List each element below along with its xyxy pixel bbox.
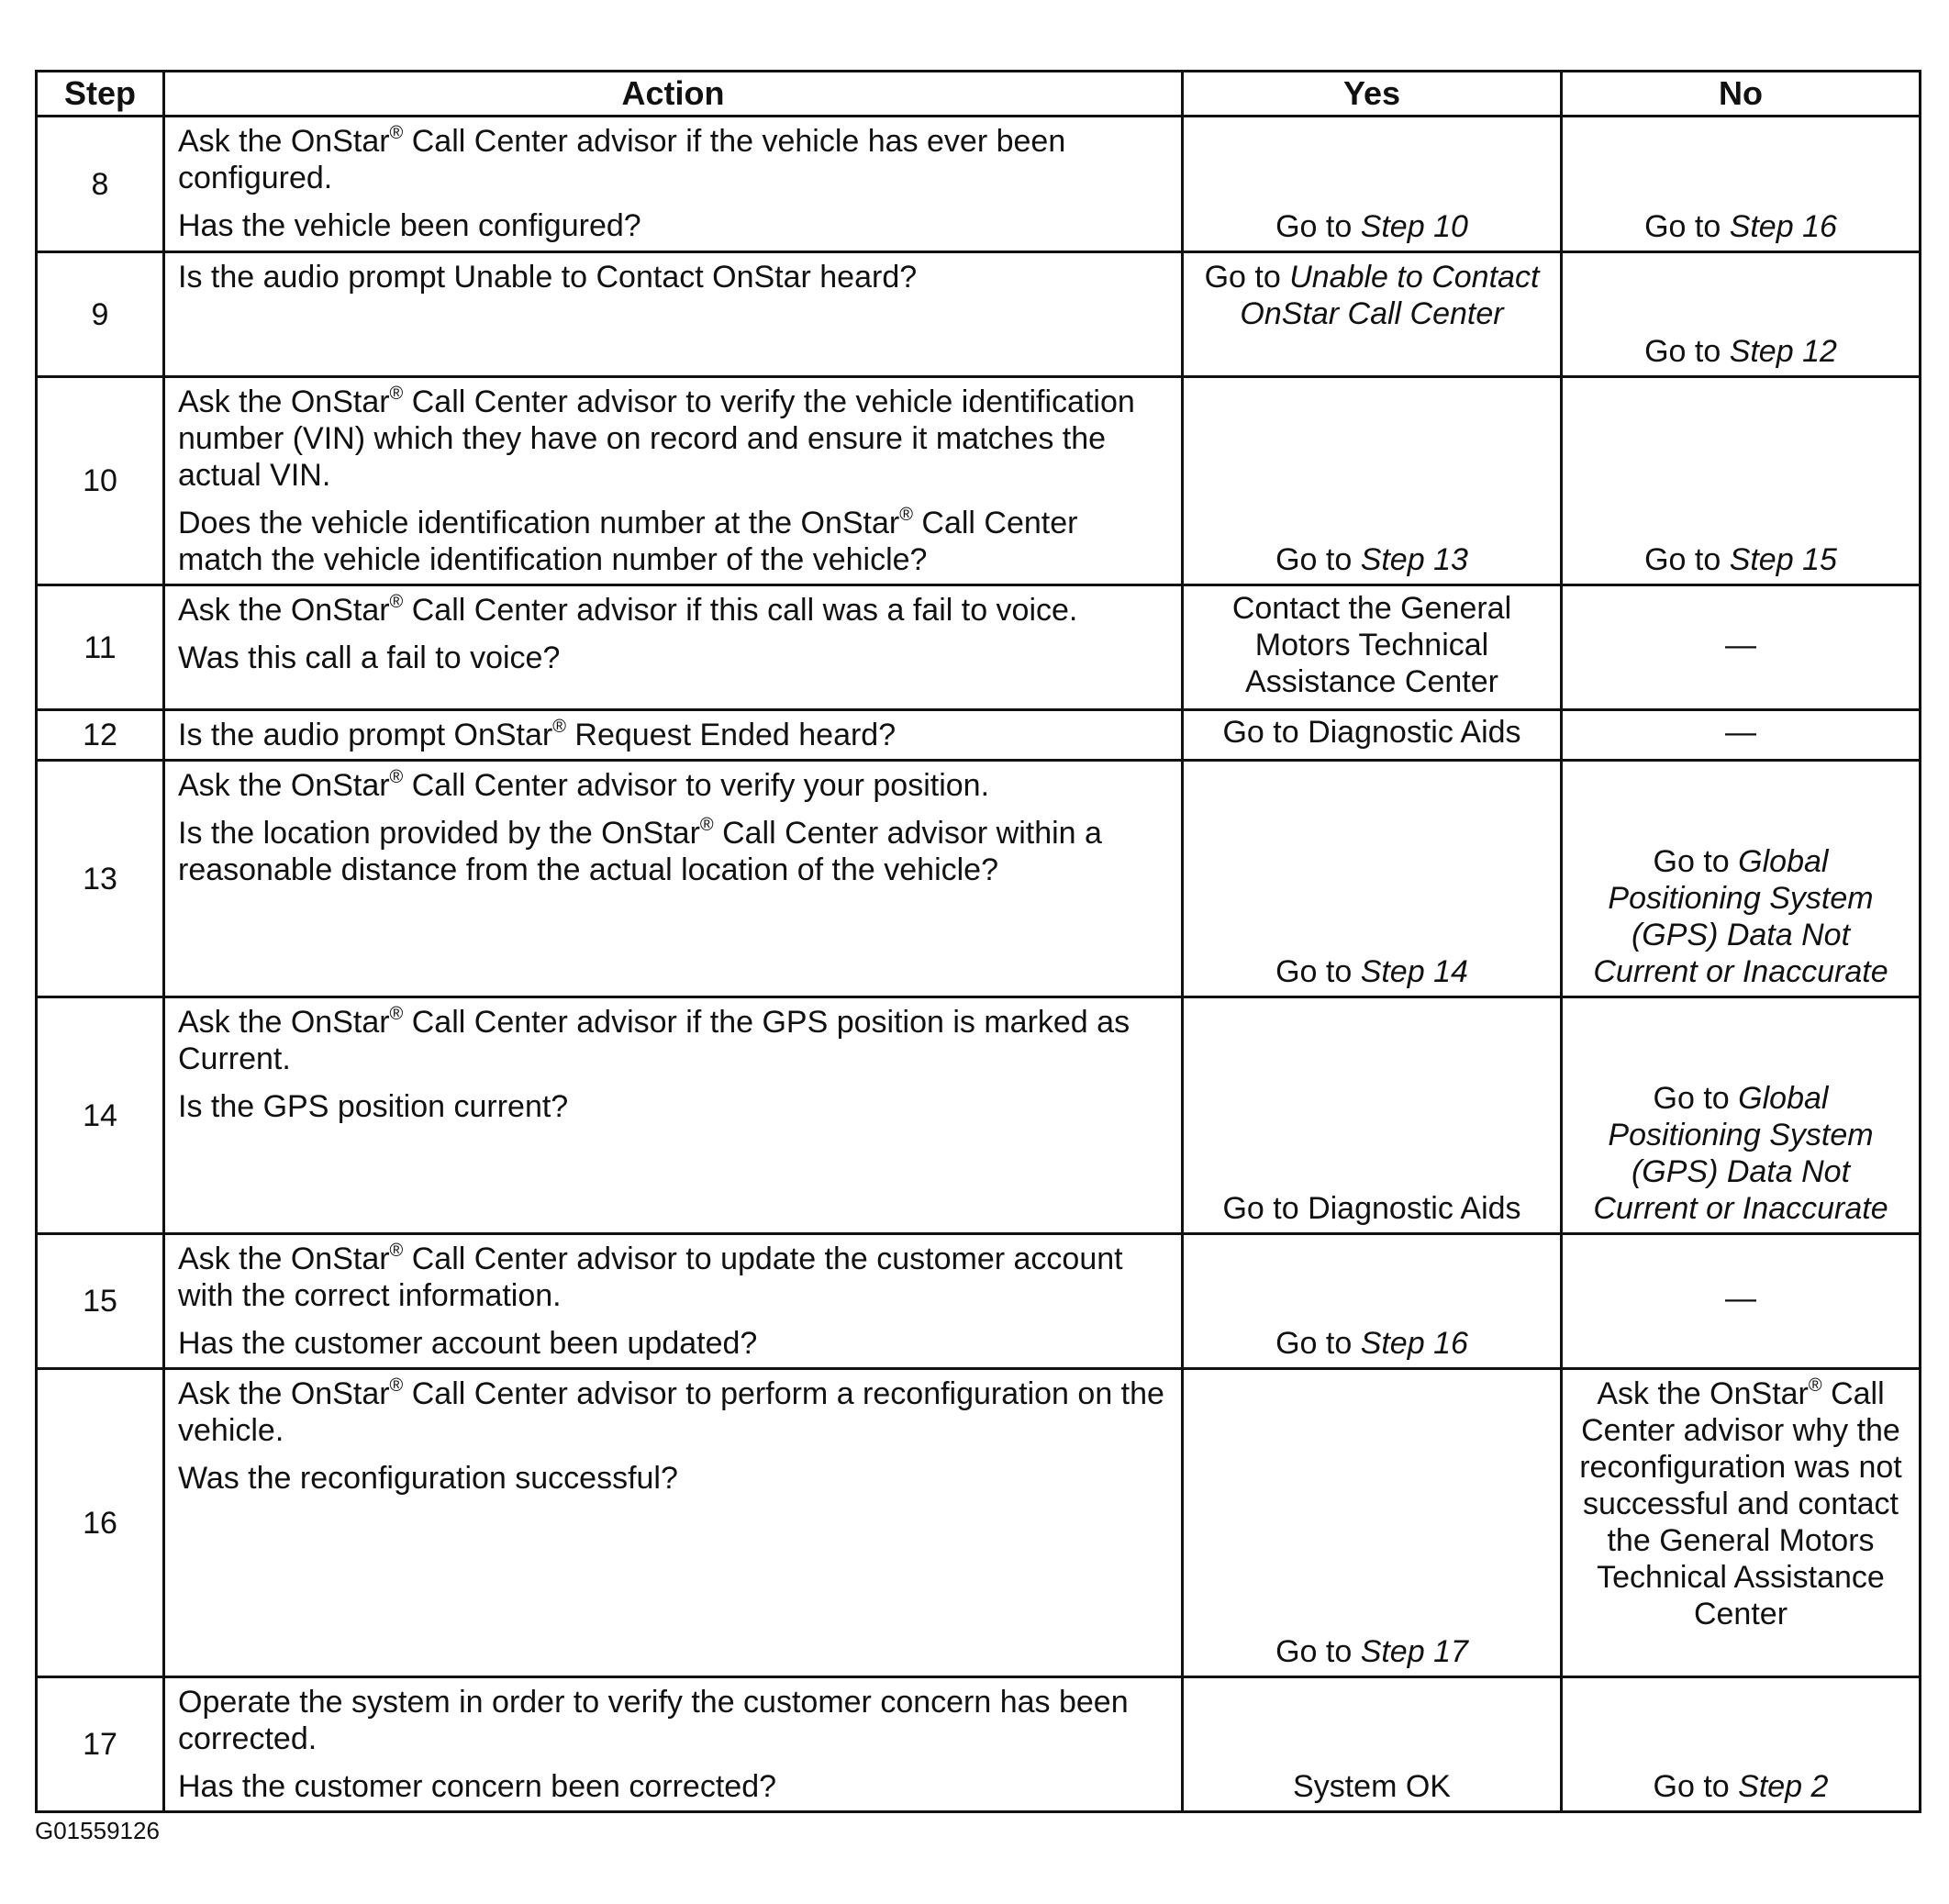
action-text: Call Center advisor if this call was a fail to voice.	[403, 593, 1078, 628]
no-step-reference: Global Positioning System (GPS) Data Not Current or Inaccurate	[1593, 1081, 1888, 1226]
no-text: Call Center advisor why the reconfiguration was not successful and contact the General Motors Technical Assistance Center	[1579, 1376, 1902, 1631]
header-row	[37, 72, 1921, 117]
yes-result	[1183, 252, 1562, 377]
yes-prefix: Go to	[1204, 260, 1290, 295]
action-paragraph	[178, 259, 1168, 295]
step-number: 14	[37, 997, 164, 1234]
no-prefix: Go to	[1653, 844, 1739, 879]
no-text: —	[1725, 1281, 1756, 1316]
yes-result	[1183, 585, 1562, 710]
yes-step-reference: Unable to Contact OnStar Call Center	[1240, 260, 1540, 331]
yes-prefix: Go to	[1275, 1326, 1361, 1361]
no-step-reference: Step 16	[1729, 209, 1837, 244]
no-prefix: Go to	[1644, 209, 1730, 244]
figure-id: G01559126	[35, 1817, 160, 1844]
yes-result	[1183, 761, 1562, 997]
action-text: Has the customer concern been corrected?	[178, 1769, 777, 1804]
step-number: 13	[37, 761, 164, 997]
action-paragraph	[178, 815, 1168, 888]
registered-mark: ®	[699, 815, 714, 835]
yes-text: System OK	[1293, 1769, 1451, 1804]
registered-mark: ®	[899, 505, 913, 525]
yes-text: Contact the General Motors Technical Assistance Center	[1231, 590, 1512, 699]
table-row	[37, 377, 1921, 585]
registered-mark: ®	[389, 767, 404, 787]
action-cell	[164, 761, 1183, 997]
table-row	[37, 252, 1921, 377]
yes-step-reference: Step 16	[1360, 1326, 1468, 1361]
header-step: Step	[37, 72, 164, 117]
action-text: Ask the OnStar	[178, 593, 390, 628]
action-paragraph	[178, 640, 1168, 676]
action-cell	[164, 1677, 1183, 1812]
action-text: Request Ended heard?	[565, 718, 897, 752]
header-no: No	[1562, 72, 1921, 117]
action-paragraph	[178, 207, 1168, 244]
table-row	[37, 585, 1921, 710]
action-cell	[164, 1234, 1183, 1369]
no-result	[1562, 997, 1921, 1234]
diagnostic-table	[35, 70, 1921, 1813]
action-text: Operate the system in order to verify the customer concern has been corrected.	[178, 1685, 1129, 1756]
yes-result	[1183, 1234, 1562, 1369]
yes-prefix: Go to	[1275, 1634, 1361, 1669]
action-paragraph	[178, 1325, 1168, 1362]
table-row	[37, 1369, 1921, 1677]
yes-prefix: Go to	[1275, 954, 1361, 989]
action-text: Does the vehicle identification number at the OnStar	[178, 506, 900, 540]
no-text: Ask the OnStar	[1597, 1376, 1809, 1411]
step-number: 16	[37, 1369, 164, 1677]
header-action: Action	[164, 72, 1183, 117]
action-text: Call Center match the vehicle identification number of the vehicle?	[178, 506, 1078, 577]
action-paragraph	[178, 123, 1168, 196]
no-result	[1562, 117, 1921, 252]
action-cell	[164, 710, 1183, 761]
registered-mark: ®	[389, 1241, 404, 1261]
registered-mark: ®	[389, 1004, 404, 1024]
action-paragraph	[178, 592, 1168, 629]
step-number: 11	[37, 585, 164, 710]
step-number: 15	[37, 1234, 164, 1369]
yes-result	[1183, 1677, 1562, 1812]
yes-prefix: Go to	[1275, 542, 1361, 577]
step-number: 10	[37, 377, 164, 585]
action-text: Call Center advisor to verify the vehicle identification number (VIN) which they have on record and ensure it matches the actual VIN.	[178, 384, 1135, 493]
action-paragraph	[178, 1375, 1168, 1449]
action-cell	[164, 997, 1183, 1234]
registered-mark: ®	[389, 1375, 404, 1396]
action-paragraph	[178, 1768, 1168, 1805]
action-paragraph	[178, 1460, 1168, 1497]
table-row	[37, 1677, 1921, 1812]
yes-step-reference: Step 10	[1360, 209, 1468, 244]
no-step-reference: Step 12	[1729, 334, 1837, 369]
action-paragraph	[178, 1241, 1168, 1314]
action-text: Call Center advisor if the vehicle has ever been configured.	[178, 124, 1066, 195]
yes-result	[1183, 710, 1562, 761]
action-text: Call Center advisor to verify your position.	[403, 768, 990, 803]
action-paragraph	[178, 1684, 1168, 1757]
action-text: Was the reconfiguration successful?	[178, 1461, 678, 1496]
yes-result	[1183, 377, 1562, 585]
registered-mark: ®	[552, 717, 566, 737]
action-paragraph	[178, 384, 1168, 494]
action-text: Was this call a fail to voice?	[178, 640, 561, 675]
registered-mark: ®	[1808, 1375, 1822, 1396]
action-paragraph	[178, 717, 1168, 753]
no-text: —	[1725, 627, 1756, 663]
yes-step-reference: Step 14	[1360, 954, 1468, 989]
action-text: Call Center advisor to perform a reconfiguration on the vehicle.	[178, 1376, 1164, 1448]
no-result	[1562, 1234, 1921, 1369]
no-text: —	[1725, 715, 1756, 750]
no-result	[1562, 585, 1921, 710]
registered-mark: ®	[389, 123, 404, 143]
no-prefix: Go to	[1644, 542, 1730, 577]
no-prefix: Go to	[1653, 1769, 1739, 1804]
action-text: Is the GPS position current?	[178, 1089, 569, 1124]
yes-result	[1183, 117, 1562, 252]
yes-text: Go to Diagnostic Aids	[1222, 715, 1521, 750]
action-text: Ask the OnStar	[178, 1005, 390, 1040]
action-cell	[164, 117, 1183, 252]
action-paragraph	[178, 767, 1168, 804]
table-row	[37, 117, 1921, 252]
step-number: 12	[37, 710, 164, 761]
action-text: Ask the OnStar	[178, 384, 390, 419]
action-text: Ask the OnStar	[178, 1376, 390, 1411]
action-cell	[164, 252, 1183, 377]
yes-step-reference: Step 17	[1360, 1634, 1468, 1669]
action-cell	[164, 585, 1183, 710]
step-number: 8	[37, 117, 164, 252]
action-text: Is the audio prompt Unable to Contact OnStar heard?	[178, 260, 918, 295]
header-yes: Yes	[1183, 72, 1562, 117]
yes-result	[1183, 997, 1562, 1234]
action-text: Is the audio prompt OnStar	[178, 718, 553, 752]
no-result	[1562, 1677, 1921, 1812]
action-text: Ask the OnStar	[178, 1241, 390, 1276]
action-cell	[164, 377, 1183, 585]
action-text: Call Center advisor if the GPS position is marked as Current.	[178, 1005, 1130, 1076]
yes-result	[1183, 1369, 1562, 1677]
action-text: Ask the OnStar	[178, 768, 390, 803]
action-text: Call Center advisor to update the customer account with the correct information.	[178, 1241, 1123, 1313]
step-number: 17	[37, 1677, 164, 1812]
no-step-reference: Step 15	[1729, 542, 1837, 577]
table-row	[37, 1234, 1921, 1369]
action-text: Is the location provided by the OnStar	[178, 816, 700, 851]
table-row	[37, 710, 1921, 761]
table-row	[37, 997, 1921, 1234]
action-text: Has the vehicle been configured?	[178, 208, 641, 243]
registered-mark: ®	[389, 384, 404, 404]
yes-step-reference: Step 13	[1360, 542, 1468, 577]
no-result	[1562, 1369, 1921, 1677]
no-step-reference: Global Positioning System (GPS) Data Not Current or Inaccurate	[1593, 844, 1888, 989]
no-result	[1562, 710, 1921, 761]
no-prefix: Go to	[1653, 1081, 1739, 1116]
action-text: Call Center advisor within a reasonable distance from the actual location of the vehicle?	[178, 816, 1102, 887]
table-row	[37, 761, 1921, 997]
step-number: 9	[37, 252, 164, 377]
action-text: Has the customer account been updated?	[178, 1326, 758, 1361]
no-result	[1562, 252, 1921, 377]
no-prefix: Go to	[1644, 334, 1730, 369]
action-text: Ask the OnStar	[178, 124, 390, 159]
yes-prefix: Go to	[1275, 209, 1361, 244]
table-body	[37, 117, 1921, 1812]
no-step-reference: Step 2	[1738, 1769, 1829, 1804]
action-paragraph	[178, 505, 1168, 578]
action-paragraph	[178, 1004, 1168, 1077]
action-cell	[164, 1369, 1183, 1677]
action-paragraph	[178, 1088, 1168, 1125]
registered-mark: ®	[389, 592, 404, 612]
no-result	[1562, 761, 1921, 997]
no-result	[1562, 377, 1921, 585]
yes-text: Go to Diagnostic Aids	[1222, 1191, 1521, 1226]
